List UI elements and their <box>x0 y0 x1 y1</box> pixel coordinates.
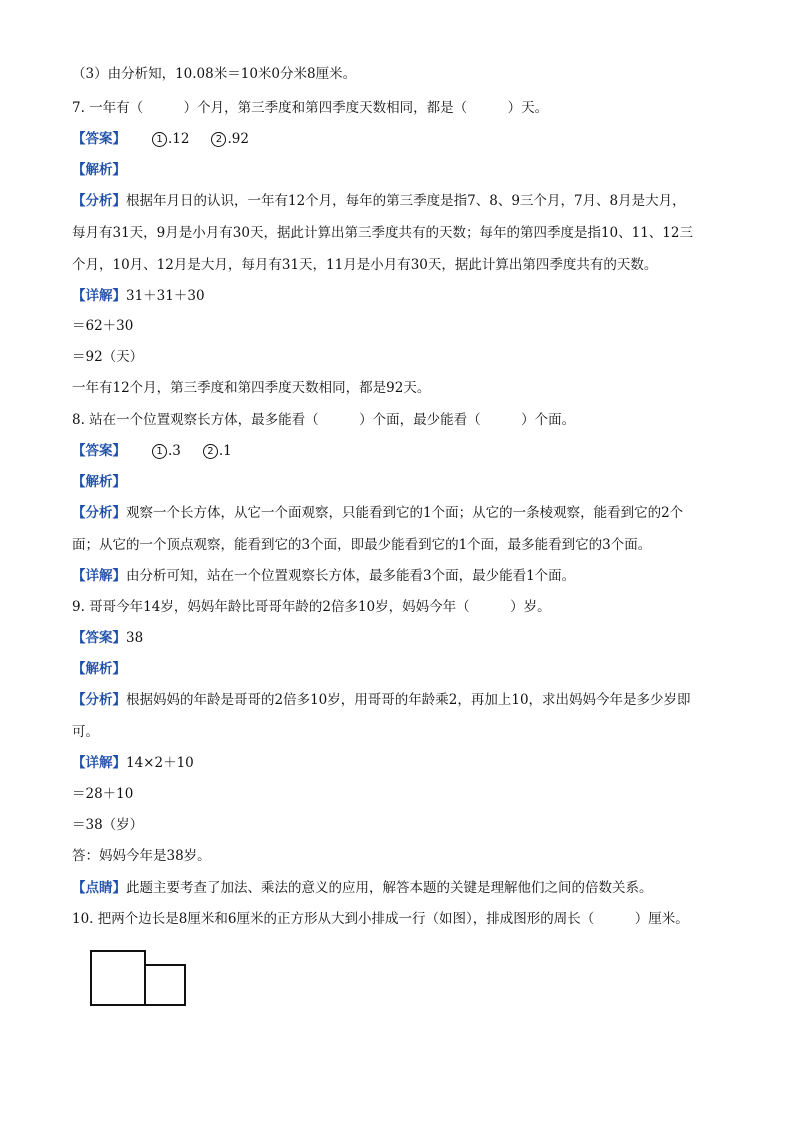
question-9: 9. 哥哥今年14岁，妈妈年龄比哥哥年龄的2倍多10岁，妈妈今年（ ）岁。 <box>72 599 551 615</box>
fenxi-tag: 【分析】 <box>72 193 126 209</box>
analysis-tag: 【解析】 <box>72 162 126 178</box>
fenxi-line <box>72 503 732 523</box>
fenxi-line <box>72 690 732 710</box>
answer-value: .12 <box>168 131 190 147</box>
answer-tag: 【答案】 <box>72 630 126 646</box>
analysis-tag: 【解析】 <box>72 474 126 490</box>
fenxi-text: 观察一个长方体，从它一个面观察，只能看到它的1个面；从它的一条棱观察，能看到它的2个 <box>126 505 684 521</box>
fenxi-line: 每月有31天，9月是小月有30天，据此计算出第三季度共有的天数；每年的第四季度是指10、11、12三 <box>72 225 693 241</box>
fenxi-line: 可。 <box>72 724 99 740</box>
detail-tag: 【详解】 <box>72 568 126 584</box>
question-10: 10. 把两个边长是8厘米和6厘米的正方形从大到小排成一行（如图），排成图形的周长（ ）厘米。 <box>72 911 689 927</box>
detail-tag: 【详解】 <box>72 755 126 771</box>
detail-line <box>72 753 732 773</box>
detail-text: 由分析可知，站在一个位置观察长方体，最多能看3个面，最少能看1个面。 <box>126 568 576 584</box>
text-line: （3）由分析知，10.08米＝10米0分米8厘米。 <box>72 66 357 82</box>
big-square <box>90 950 146 1006</box>
analysis-tag: 【解析】 <box>72 661 126 677</box>
small-square <box>144 964 186 1006</box>
question-8: 8. 站在一个位置观察长方体，最多能看（ ）个面，最少能看（ ）个面。 <box>72 412 576 428</box>
detail-line: 一年有12个月，第三季度和第四季度天数相同，都是92天。 <box>72 380 431 396</box>
analysis-heading <box>72 472 732 492</box>
detail-tag: 【详解】 <box>72 288 126 304</box>
fenxi-text: 根据年月日的认识，一年有12个月，每年的第三季度是指7、8、9三个月，7月、8月是大月， <box>126 193 686 209</box>
answer-tag: 【答案】 <box>72 131 126 147</box>
fenxi-line <box>72 191 732 211</box>
dianjing-text: 此题主要考查了加法、乘法的意义的应用，解答本题的关键是理解他们之间的倍数关系。 <box>126 880 653 896</box>
fenxi-line: 个月，10月、12月是大月，每月有31天，11月是小月有30天，据此计算出第四季度共有的天数。 <box>72 257 658 273</box>
answer-line <box>72 129 732 149</box>
detail-line <box>72 566 732 586</box>
detail-line: ＝62＋30 <box>72 318 134 334</box>
detail-text: 31＋31＋30 <box>126 288 205 304</box>
circled-number-icon: 2 <box>203 444 218 459</box>
detail-line: ＝38（岁） <box>72 817 144 833</box>
detail-line: 答：妈妈今年是38岁。 <box>72 848 211 864</box>
answer-value: .3 <box>168 443 181 459</box>
answer-value: 38 <box>126 630 144 646</box>
dianjing-line <box>72 878 732 898</box>
answer-value: .92 <box>227 131 249 147</box>
detail-text: 14×2＋10 <box>126 755 194 771</box>
circled-number-icon: 1 <box>152 132 167 147</box>
question-7: 7. 一年有（ ）个月，第三季度和第四季度天数相同，都是（ ）天。 <box>72 100 549 116</box>
answer-value: .1 <box>218 443 232 459</box>
detail-line: ＝28＋10 <box>72 786 134 802</box>
fenxi-tag: 【分析】 <box>72 692 126 708</box>
answer-line <box>72 628 732 648</box>
fenxi-text: 根据妈妈的年龄是哥哥的2倍多10岁，用哥哥的年龄乘2，再加上10，求出妈妈今年是多少岁即 <box>126 692 691 708</box>
analysis-heading <box>72 659 732 679</box>
circled-number-icon: 1 <box>152 444 167 459</box>
fenxi-tag: 【分析】 <box>72 505 126 521</box>
detail-line <box>72 286 732 306</box>
circled-number-icon: 2 <box>211 132 226 147</box>
answer-tag: 【答案】 <box>72 443 126 459</box>
analysis-heading <box>72 160 732 180</box>
answer-line <box>72 441 732 461</box>
dianjing-tag: 【点睛】 <box>72 880 126 896</box>
detail-line: ＝92（天） <box>72 349 144 365</box>
fenxi-line: 面；从它的一个顶点观察，能看到它的3个面，即最少能看到它的1个面，最多能看到它的3个面。 <box>72 537 652 553</box>
